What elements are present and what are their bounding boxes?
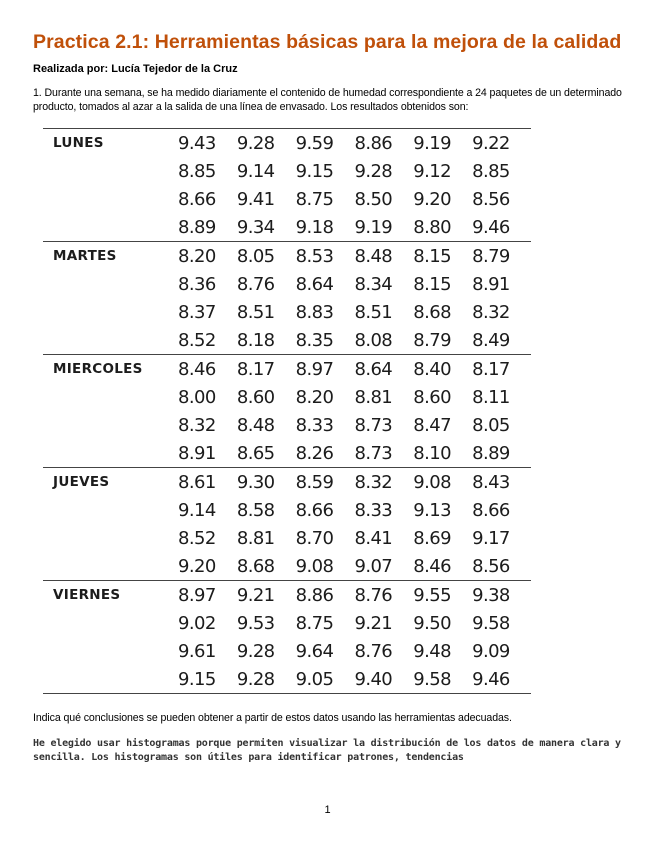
table-row	[43, 496, 531, 524]
table-body	[43, 129, 531, 694]
day-label: VIERNES	[43, 581, 178, 610]
day-spacer	[43, 213, 178, 242]
table-cell: 8.32	[354, 468, 413, 497]
table-cell: 8.37	[178, 301, 216, 323]
table-cell: 9.59	[296, 129, 355, 158]
table-cell: 8.50	[354, 188, 393, 210]
table-cell: 8.17	[237, 355, 296, 384]
table-row	[43, 355, 531, 384]
table-row	[43, 468, 531, 497]
table-cell: 9.64	[295, 640, 334, 662]
table-cell: 8.64	[354, 355, 413, 384]
table-cell: 8.17	[472, 355, 531, 384]
table-cell: 9.22	[472, 129, 531, 158]
table-cell: 8.10	[413, 442, 451, 464]
table-cell: 8.56	[472, 188, 510, 210]
table-cell: 8.32	[178, 414, 216, 436]
table-cell: 9.40	[354, 665, 413, 694]
table-cell: 8.83	[295, 301, 334, 323]
table-cell: 9.20	[413, 188, 451, 210]
table-row	[43, 326, 531, 355]
day-spacer	[43, 524, 178, 552]
table-cell: 8.47	[413, 414, 451, 436]
table-cell: 9.58	[472, 612, 510, 634]
table-cell: 8.73	[354, 414, 393, 436]
day-label: LUNES	[43, 129, 178, 158]
table-cell: 9.21	[354, 612, 393, 634]
day-spacer	[43, 552, 178, 581]
table-cell: 8.76	[354, 581, 413, 610]
table-cell: 8.00	[178, 386, 216, 408]
table-cell: 8.81	[236, 527, 275, 549]
table-cell: 8.51	[354, 301, 393, 323]
table-cell: 8.60	[413, 386, 451, 408]
table-cell: 9.30	[237, 468, 296, 497]
table-cell: 8.86	[296, 581, 355, 610]
prompt-text: Indica qué conclusiones se pueden obtener a partir de estos datos usando las herramientas adecuadas.	[33, 712, 512, 724]
table-cell: 9.14	[236, 160, 275, 182]
table-row	[43, 637, 531, 665]
table-cell: 8.08	[354, 329, 393, 351]
table-cell: 9.18	[295, 216, 334, 238]
table-cell: 8.75	[295, 188, 334, 210]
table-cell: 9.07	[354, 555, 393, 577]
table-cell: 8.66	[295, 499, 334, 521]
day-label: MIERCOLES	[43, 355, 178, 384]
table-cell: 9.20	[178, 555, 216, 577]
day-spacer	[43, 383, 178, 411]
table-cell: 9.61	[178, 640, 216, 662]
table-row	[43, 213, 531, 242]
day-label: JUEVES	[43, 468, 178, 497]
table-cell: 8.43	[472, 468, 531, 497]
table-row	[43, 242, 531, 271]
table-cell: 9.08	[413, 468, 472, 497]
table-cell: 9.50	[413, 612, 451, 634]
table-cell: 8.91	[178, 442, 216, 464]
table-cell: 8.15	[413, 242, 472, 271]
table-cell: 8.53	[296, 242, 355, 271]
table-cell: 8.89	[178, 216, 216, 238]
table-cell: 9.19	[354, 216, 393, 238]
table-cell: 8.34	[354, 273, 393, 295]
day-spacer	[43, 185, 178, 213]
table-cell: 8.66	[472, 499, 510, 521]
table-cell: 8.46	[413, 555, 451, 577]
table-cell: 8.58	[236, 499, 275, 521]
table-cell: 9.28	[354, 160, 393, 182]
table-row	[43, 439, 531, 468]
table-row	[43, 524, 531, 552]
table-cell: 9.05	[296, 665, 355, 694]
table-cell: 9.14	[178, 499, 216, 521]
table-cell: 8.64	[295, 273, 334, 295]
table-row	[43, 157, 531, 185]
table-cell: 9.19	[413, 129, 472, 158]
table-cell: 9.53	[236, 612, 275, 634]
table-cell: 9.15	[295, 160, 334, 182]
table-cell: 8.73	[354, 442, 393, 464]
table-cell: 8.66	[178, 188, 216, 210]
table-row	[43, 383, 531, 411]
day-spacer	[43, 637, 178, 665]
table-cell: 8.33	[295, 414, 334, 436]
day-spacer	[43, 439, 178, 468]
table-row	[43, 411, 531, 439]
table-cell: 9.38	[472, 581, 531, 610]
table-cell: 9.13	[413, 499, 451, 521]
table-cell: 8.52	[178, 527, 216, 549]
table-cell: 8.75	[295, 612, 334, 634]
table-cell: 9.43	[178, 129, 237, 158]
table-cell: 8.68	[413, 301, 451, 323]
table-cell: 9.34	[236, 216, 275, 238]
day-spacer	[43, 298, 178, 326]
table-cell: 9.17	[472, 527, 510, 549]
day-spacer	[43, 270, 178, 298]
table-cell: 8.48	[236, 414, 275, 436]
table-cell: 8.80	[413, 216, 451, 238]
table-cell: 8.56	[472, 555, 510, 577]
table-cell: 9.46	[472, 665, 531, 694]
table-cell: 8.20	[295, 386, 334, 408]
table-cell: 9.58	[413, 665, 472, 694]
table-cell: 9.21	[237, 581, 296, 610]
table-cell: 8.18	[236, 329, 275, 351]
table-cell: 8.86	[354, 129, 413, 158]
table-row	[43, 298, 531, 326]
day-spacer	[43, 665, 178, 694]
table-cell: 8.05	[237, 242, 296, 271]
table-cell: 8.97	[296, 355, 355, 384]
table-cell: 8.97	[178, 581, 237, 610]
humidity-data-table	[43, 128, 531, 694]
table-cell: 9.12	[413, 160, 451, 182]
table-cell: 8.35	[295, 329, 334, 351]
table-cell: 9.09	[472, 640, 510, 662]
table-cell: 9.41	[236, 188, 275, 210]
table-cell: 9.02	[178, 612, 216, 634]
table-cell: 8.79	[472, 242, 531, 271]
day-spacer	[43, 411, 178, 439]
table-cell: 8.52	[178, 329, 216, 351]
table-cell: 8.05	[472, 414, 510, 436]
table-cell: 9.48	[413, 640, 451, 662]
table-cell: 8.11	[472, 386, 510, 408]
table-cell: 8.41	[354, 527, 393, 549]
table-cell: 9.28	[237, 665, 296, 694]
table-row	[43, 609, 531, 637]
table-cell: 8.36	[178, 273, 216, 295]
table-cell: 8.15	[413, 273, 451, 295]
table-cell: 8.76	[354, 640, 393, 662]
table-row	[43, 185, 531, 213]
day-spacer	[43, 496, 178, 524]
table-cell: 8.76	[236, 273, 275, 295]
table-row	[43, 581, 531, 610]
day-spacer	[43, 157, 178, 185]
page-number: 1	[324, 804, 331, 816]
table-cell: 9.15	[178, 665, 237, 694]
table-cell: 8.51	[236, 301, 275, 323]
day-spacer	[43, 609, 178, 637]
table-cell: 9.46	[472, 216, 510, 238]
table-cell: 8.70	[295, 527, 334, 549]
table-cell: 8.89	[472, 442, 510, 464]
table-row	[43, 665, 531, 694]
table-cell: 8.79	[413, 329, 451, 351]
table-cell: 8.60	[236, 386, 275, 408]
table-cell: 8.46	[178, 355, 237, 384]
table-cell: 9.28	[237, 129, 296, 158]
table-cell: 9.55	[413, 581, 472, 610]
table-cell: 8.91	[472, 273, 510, 295]
table-cell: 9.08	[295, 555, 334, 577]
table-cell: 8.85	[472, 160, 510, 182]
table-cell: 8.20	[178, 242, 237, 271]
table-cell: 8.49	[472, 329, 510, 351]
table-cell: 8.65	[236, 442, 275, 464]
table-cell: 8.69	[413, 527, 451, 549]
table-cell: 8.40	[413, 355, 472, 384]
table-row	[43, 552, 531, 581]
day-spacer	[43, 326, 178, 355]
table-cell: 8.48	[354, 242, 413, 271]
table-row	[43, 129, 531, 158]
table-cell: 8.32	[472, 301, 510, 323]
question-text: 1. Durante una semana, se ha medido diariamente el contenido de humedad correspondiente a 24 paquetes de un determinado producto, tomados al azar a la salida de una línea de envasado. Los resultados obtenidos son:	[33, 87, 622, 113]
day-label: MARTES	[43, 242, 178, 271]
table-cell: 8.33	[354, 499, 393, 521]
table-cell: 8.68	[236, 555, 275, 577]
table-cell: 8.85	[178, 160, 216, 182]
table-row	[43, 270, 531, 298]
table-cell: 8.59	[296, 468, 355, 497]
answer-text[interactable]: He elegido usar histogramas porque permiten visualizar la distribución de los datos de manera clara y sencilla. Los histogramas son útiles para identificar patrones, tendencias	[33, 738, 627, 763]
table-cell: 8.61	[178, 468, 237, 497]
document-title: Practica 2.1: Herramientas básicas para la mejora de la calidad	[33, 31, 622, 53]
table-cell: 9.28	[236, 640, 275, 662]
table-cell: 8.81	[354, 386, 393, 408]
author-line: Realizada por: Lucía Tejedor de la Cruz	[33, 63, 238, 75]
table-cell: 8.26	[295, 442, 334, 464]
